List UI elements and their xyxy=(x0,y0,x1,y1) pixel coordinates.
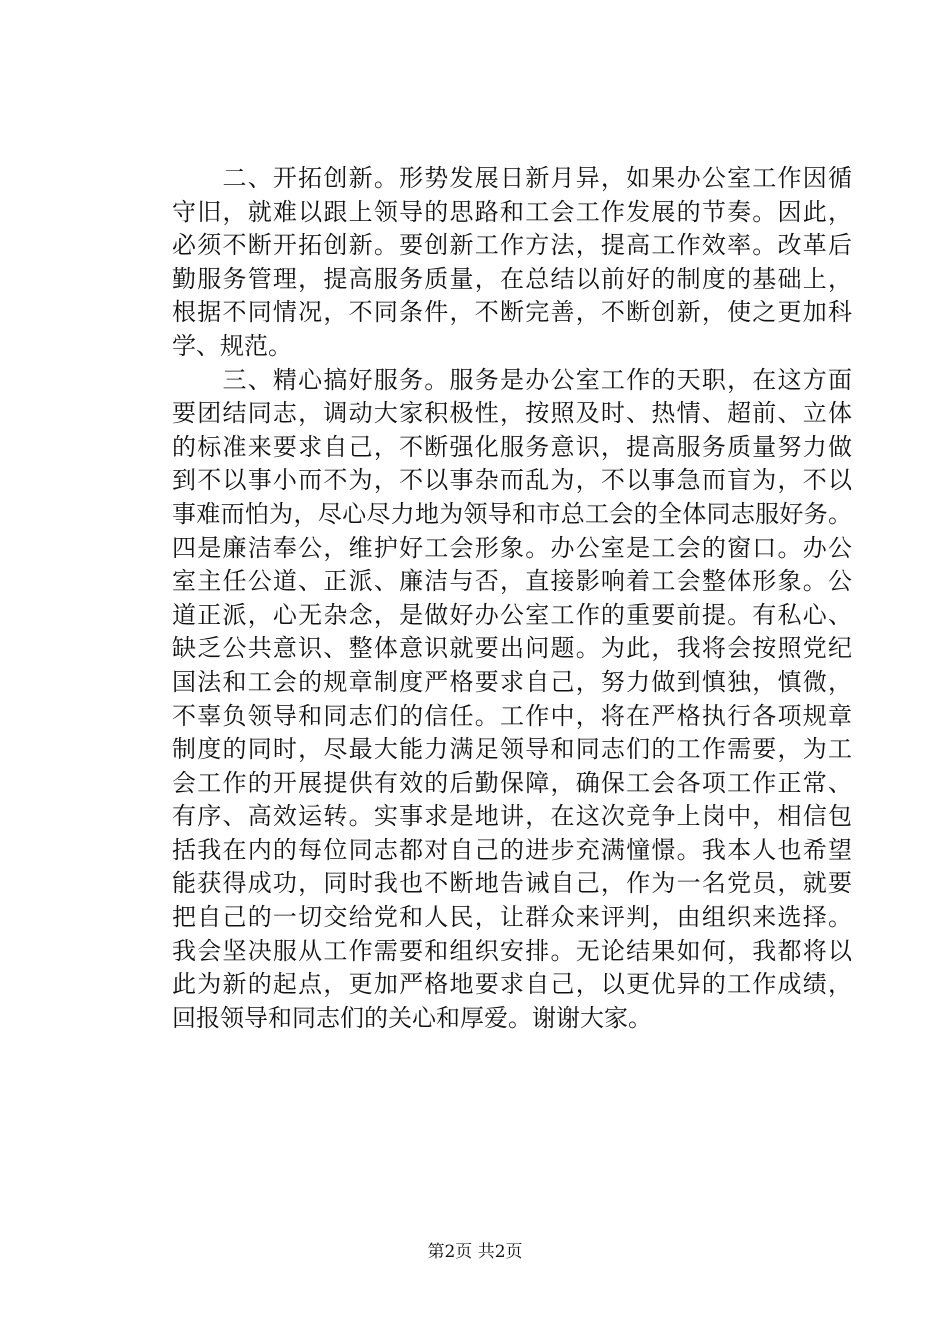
text-line: 要团结同志，调动大家积极性，按照及时、热情、超前、立体 xyxy=(172,399,852,428)
text-line: 学、规范。 xyxy=(172,331,292,360)
page-footer xyxy=(0,1240,950,1264)
text-line: 国法和工会的规章制度严格要求自己，努力做到慎独，慎微， xyxy=(172,667,852,696)
text-line: 根据不同情况，不同条件，不断完善，不断创新，使之更加科 xyxy=(172,298,852,327)
text-line: 勤服务管理，提高服务质量，在总结以前好的制度的基础上， xyxy=(172,264,852,293)
text-line: 的标准来要求自己，不断强化服务意识，提高服务质量努力做 xyxy=(172,432,852,461)
text-line: 到不以事小而不为，不以事杂而乱为，不以事急而盲为，不以 xyxy=(172,466,852,495)
text-line: 室主任公道、正派、廉洁与否，直接影响着工会整体形象。公 xyxy=(172,567,852,596)
text-line: 守旧，就难以跟上领导的思路和工会工作发展的节奏。因此， xyxy=(172,197,852,226)
document-body xyxy=(172,162,852,1035)
text-line: 四是廉洁奉公，维护好工会形象。办公室是工会的窗口。办公 xyxy=(172,533,852,562)
text-line: 道正派，心无杂念，是做好办公室工作的重要前提。有私心、 xyxy=(172,600,852,629)
page-number: 第2页 共2页 xyxy=(427,1242,523,1262)
text-line: 此为新的起点，更加严格地要求自己，以更优异的工作成绩， xyxy=(172,970,852,999)
text-line: 三、精心搞好服务。服务是办公室工作的天职，在这方面 xyxy=(172,365,852,394)
text-line: 二、开拓创新。形势发展日新月异，如果办公室工作因循 xyxy=(172,164,852,192)
text-line: 括我在内的每位同志都对自己的进步充满憧憬。我本人也希望 xyxy=(172,835,852,864)
text-line: 把自己的一切交给党和人民，让群众来评判，由组织来选择。 xyxy=(172,903,852,932)
text-line: 事难而怕为，尽心尽力地为领导和市总工会的全体同志服好务。 xyxy=(172,499,852,528)
text-line: 我会坚决服从工作需要和组织安排。无论结果如何，我都将以 xyxy=(172,936,852,965)
text-line: 有序、高效运转。实事求是地讲，在这次竞争上岗中，相信包 xyxy=(172,802,852,831)
text-line: 必须不断开拓创新。要创新工作方法，提高工作效率。改革后 xyxy=(172,231,852,260)
text-line: 会工作的开展提供有效的后勤保障，确保工会各项工作正常、 xyxy=(172,768,852,797)
text-line: 回报领导和同志们的关心和厚爱。谢谢大家。 xyxy=(172,1003,652,1032)
text-line: 制度的同时，尽最大能力满足领导和同志们的工作需要，为工 xyxy=(172,735,852,764)
text-line: 缺乏公共意识、整体意识就要出问题。为此，我将会按照党纪 xyxy=(172,634,852,663)
text-line: 不辜负领导和同志们的信任。工作中，将在严格执行各项规章 xyxy=(172,701,852,730)
text-line: 能获得成功，同时我也不断地告诫自己，作为一名党员，就要 xyxy=(172,869,852,898)
